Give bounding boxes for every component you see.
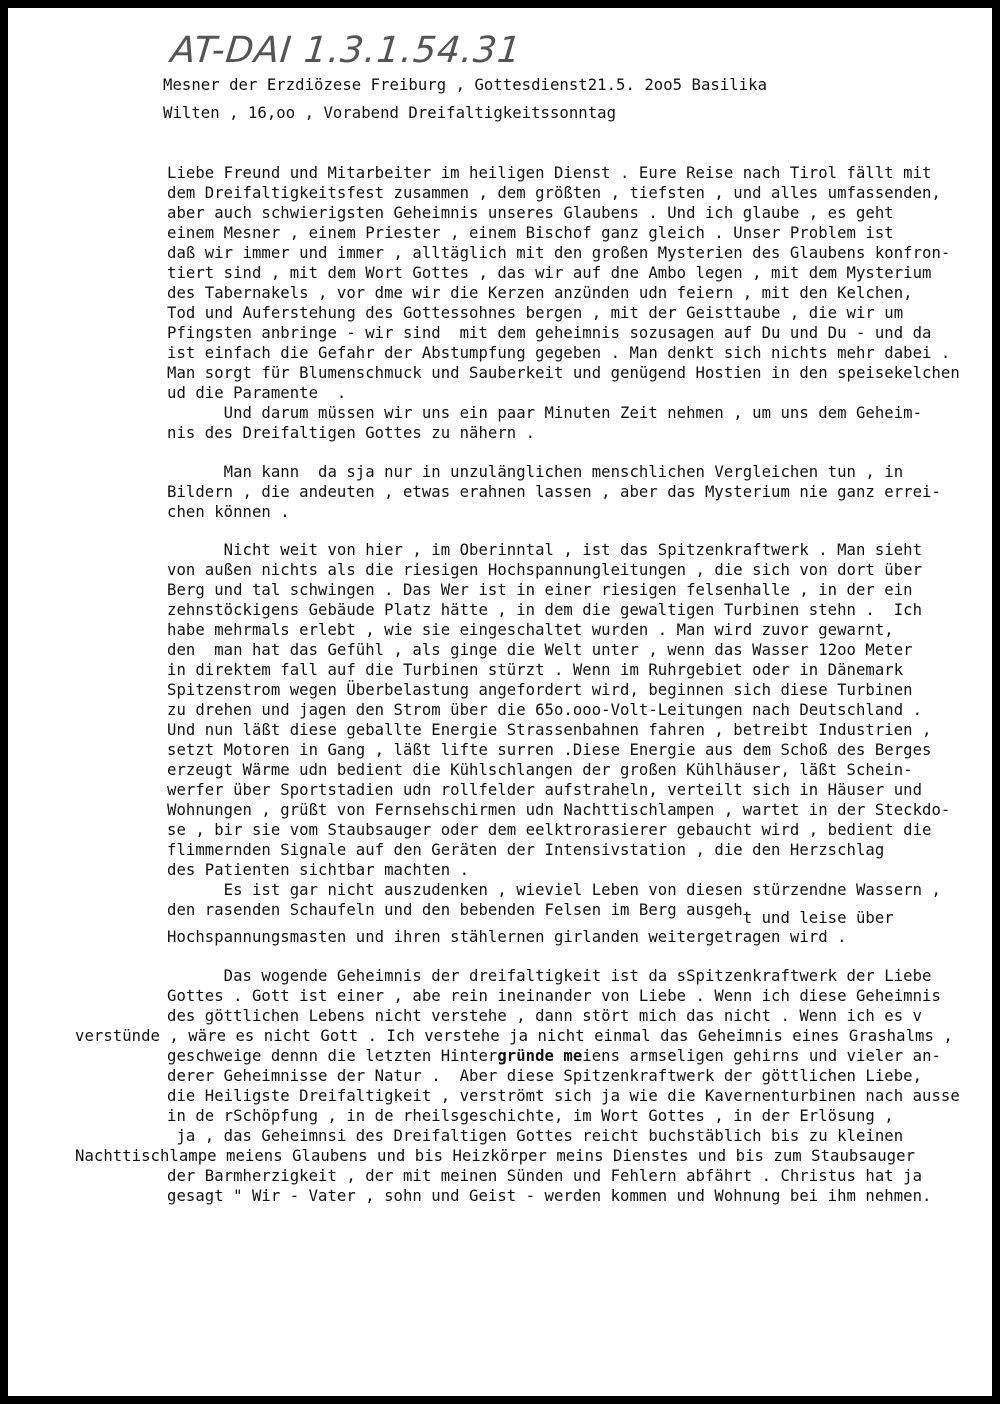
text-line: ud die Paramente .: [167, 384, 347, 402]
text-line: Wohnungen , grüßt von Fernsehschirmen udn Nachttischlampen , wartet in der Steckdo-: [167, 801, 951, 819]
text-line: Liebe Freund und Mitarbeiter im heiligen Dienst . Eure Reise nach Tirol fällt mit: [167, 164, 932, 182]
text-line: habe mehrmals erlebt , wie sie eingeschaltet wurden . Man wird zuvor gewarnt,: [167, 621, 894, 639]
text-line: Man sorgt für Blumenschmuck und Sauberkeit und genügend Hostien in den speisekelchen: [167, 364, 960, 382]
header-line: Wilten , 16,oo , Vorabend Dreifaltigkeitssonntag: [163, 104, 617, 122]
text-line: se , bir sie vom Staubsauger oder dem eelktrorasierer gebaucht wird , bedient die: [167, 821, 932, 839]
text-line: daß wir immer und immer , alltäglich mit den großen Mysterien des Glaubens konfron-: [167, 244, 951, 262]
header-line: Mesner der Erzdiözese Freiburg , Gottesdienst21.5. 2oo5 Basilika: [163, 76, 768, 94]
text-line: Es ist gar nicht auszudenken , wieviel Leben von diesen stürzendne Wassern ,: [167, 881, 941, 899]
text-line: werfer über Sportstadien udn rollfelder aufstraheln, verteilt sich in Häuser und: [167, 781, 923, 799]
text-line: des Patienten sichtbar machten .: [167, 861, 470, 879]
text-line: verstünde , wäre es nicht Gott . Ich verstehe ja nicht einmal das Geheimnis eines Grashalms ,: [75, 1027, 953, 1045]
text-line: in de rSchöpfung , in de rheilsgeschichte, im Wort Gottes , in der Erlösung ,: [167, 1107, 894, 1125]
text-line: einem Mesner , einem Priester , einem Bischof ganz gleich . Unser Problem ist: [167, 224, 894, 242]
text-line: Bildern , die andeuten , etwas erahnen lassen , aber das Mysterium nie ganz errei-: [167, 483, 941, 501]
text-line: aber auch schwierigsten Geheimnis unseres Glaubens . Und ich glaube , es geht: [167, 204, 894, 222]
text-line: dem Dreifaltigkeitsfest zusammen , dem größten , tiefsten , und alles umfassenden,: [167, 184, 941, 202]
text-line: in direktem fall auf die Turbinen stürzt . Wenn im Ruhrgebiet oder in Dänemark: [167, 661, 904, 679]
text-line: Nachttischlampe meiens Glaubens und bis Heizkörper meins Dienstes und bis zum Staubsauger: [75, 1147, 916, 1165]
text-line: der Barmherzigkeit , der mit meinen Sünden und Fehlern abfährt . Christus hat ja: [167, 1167, 923, 1185]
archive-reference-handwritten: AT-DAI 1.3.1.54.31: [168, 30, 524, 71]
text-line: nis des Dreifaltigen Gottes zu nähern .: [167, 424, 536, 442]
text-line: zehnstöckigens Gebäude Platz hätte , in dem die gewaltigen Turbinen stehn . Ich: [167, 601, 923, 619]
text-line: die Heiligste Dreifaltigkeit , verströmt sich ja wie die Kavernenturbinen nach ausse: [167, 1087, 960, 1105]
text-line: erzeugt Wärme udn bedient die Kühlschlangen der großen Kühlhäuser, läßt Schein-: [167, 761, 913, 779]
text-line: Nicht weit von hier , im Oberinntal , ist das Spitzenkraftwerk . Man sieht: [167, 541, 923, 559]
text-line: tiert sind , mit dem Wort Gottes , das wir auf dne Ambo legen , mit dem Mysterium: [167, 264, 932, 282]
text-line: Und nun läßt diese geballte Energie Strassenbahnen fahren , betreibt Industrien ,: [167, 721, 932, 739]
text-line: gesagt " Wir - Vater , sohn und Geist - werden kommen und Wohnung bei ihm nehmen.: [167, 1187, 932, 1205]
text-segment-bold: gründe me: [497, 1047, 583, 1065]
text-segment: iens armseligen gehirns und vieler an-: [582, 1047, 941, 1065]
text-line: des göttlichen Lebens nicht verstehe , dann stört mich das nicht . Wenn ich es v: [167, 1007, 923, 1025]
text-line: ja , das Geheimnsi des Dreifaltigen Gottes reicht buchstäblich bis zu kleinen: [167, 1127, 904, 1145]
text-line: Spitzenstrom wegen Überbelastung angefordert wird, beginnen sich diese Turbinen: [167, 681, 913, 699]
text-line: ist einfach die Gefahr der Abstumpfung gegeben . Man denkt sich nichts mehr dabei .: [167, 344, 951, 362]
text-line: setzt Motoren in Gang , läßt lifte surren .Diese Energie aus dem Schoß des Berges: [167, 741, 932, 759]
text-line: Berg und tal schwingen . Das Wer ist in einer riesigen felsenhalle , in der ein: [167, 581, 913, 599]
text-segment: geschweige dennn die letzten Hinter: [167, 1047, 498, 1065]
text-line: des Tabernakels , vor dme wir die Kerzen anzünden udn feiern , mit den Kelchen,: [167, 284, 913, 302]
text-line: Man kann da sja nur in unzulänglichen menschlichen Vergleichen tun , in: [167, 463, 904, 481]
text-line: Hochspannungsmasten und ihren stählernen girlanden weitergetragen wird .: [167, 928, 847, 946]
text-line: Und darum müssen wir uns ein paar Minuten Zeit nehmen , um uns dem Geheim-: [167, 404, 923, 422]
document-page: [8, 8, 992, 1396]
text-line: von außen nichts als die riesigen Hochspannungleitungen , die sich von dort über: [167, 561, 923, 579]
text-segment: den rasenden Schaufeln und den bebenden Felsen im Berg ausgeh: [167, 901, 743, 919]
text-line: [167, 901, 894, 927]
text-line: Das wogende Geheimnis der dreifaltigkeit ist da sSpitzenkraftwerk der Liebe: [167, 967, 932, 985]
text-line: [167, 1047, 941, 1067]
text-segment-offset: t und leise über: [742, 909, 894, 927]
text-line: flimmernden Signale auf den Geräten der Intensivstation , die den Herzschlag: [167, 841, 885, 859]
text-line: Gottes . Gott ist einer , abe rein ineinander von Liebe . Wenn ich diese Geheimnis: [167, 987, 941, 1005]
text-line: zu drehen und jagen den Strom über die 65o.ooo-Volt-Leitungen nach Deutschland .: [167, 701, 923, 719]
text-line: derer Geheimnisse der Natur . Aber diese Spitzenkraftwerk der göttlichen Liebe,: [167, 1067, 923, 1085]
text-line: Tod und Auferstehung des Gottessohnes bergen , mit der Geisttaube , die wir um: [167, 304, 904, 322]
text-line: chen können .: [167, 503, 290, 521]
text-line: Pfingsten anbringe - wir sind mit dem geheimnis sozusagen auf Du und Du - und da: [167, 324, 932, 342]
text-line: den man hat das Gefühl , als ginge die Welt unter , wenn das Wasser 12oo Meter: [167, 641, 913, 659]
